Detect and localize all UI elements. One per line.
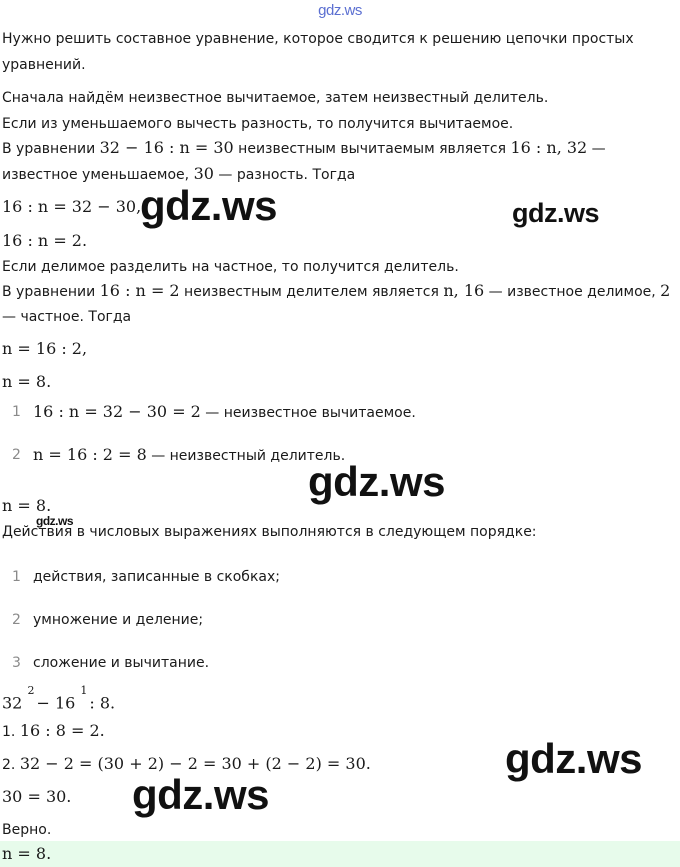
text-part: — — [587, 141, 606, 157]
watermark: gdz.ws — [140, 182, 278, 229]
math-expression: 16 : n = 32 − 30 = 2 — [33, 402, 201, 421]
text-part: известное уменьшаемое, — [2, 167, 194, 183]
text-line: Если делимое разделить на частное, то получится делитель. — [2, 259, 459, 275]
text-line: Если из уменьшаемого вычесть разность, то получится вычитаемое. — [2, 116, 514, 132]
text-line: Действия в числовых выражениях выполняются в следующем порядке: — [2, 524, 537, 540]
list-item: умножение и деление; — [33, 612, 204, 628]
list-number: 2 — [12, 447, 21, 463]
list-number: 3 — [12, 655, 21, 671]
watermark: gdz.ws — [512, 198, 600, 228]
watermark: gdz.ws — [132, 771, 270, 818]
step-label: 2. — [2, 757, 16, 773]
math-part: 32 — [2, 693, 28, 713]
text-line — [2, 137, 606, 160]
equation: n = 8. — [2, 372, 52, 391]
list-item-text: — неизвестное вычитаемое. — [200, 405, 416, 421]
math-part: − 16 — [36, 693, 81, 713]
math-expression: 32 − 2 = (30 + 2) − 2 = 30 + (2 − 2) = 30. — [19, 754, 371, 773]
check-step — [2, 720, 105, 743]
list-number: 1 — [12, 404, 21, 420]
list-number: 1 — [12, 569, 21, 585]
math-expression: 30 — [193, 164, 214, 183]
list-item — [33, 401, 416, 424]
text-part: неизвестным вычитаемым является — [233, 141, 511, 157]
final-answer: n = 8. — [2, 844, 52, 863]
equation: 16 : n = 2. — [2, 231, 88, 250]
text-line — [2, 280, 670, 303]
list-item-text: — неизвестный делитель. — [146, 448, 346, 464]
result: n = 8. — [2, 496, 52, 515]
watermark: gdz.ws — [36, 514, 74, 528]
intro-line: уравнений. — [2, 57, 86, 73]
math-part: : 8. — [89, 693, 116, 713]
watermark: gdz.ws — [505, 735, 643, 782]
text-line — [2, 163, 355, 186]
check-step: 30 = 30. — [2, 787, 72, 806]
list-item: действия, записанные в скобках; — [33, 569, 280, 585]
math-expression: 16 : n, 32 — [510, 138, 588, 157]
check-step — [2, 753, 371, 776]
text-part: неизвестным делителем является — [179, 284, 444, 300]
order-marker: 2 — [27, 684, 35, 697]
equation: 16 : n = 32 − 30, — [2, 197, 142, 216]
list-number: 2 — [12, 612, 21, 628]
watermark: gdz.ws — [308, 458, 446, 505]
order-marker: 1 — [80, 684, 88, 697]
list-item: сложение и вычитание. — [33, 655, 210, 671]
answer-highlight — [0, 841, 680, 867]
list-item — [33, 444, 345, 467]
text-part: В уравнении — [2, 141, 100, 157]
watermark-top: gdz.ws — [318, 2, 362, 19]
math-expression: n, 16 — [443, 281, 485, 300]
math-expression: 16 : n = 2 — [99, 281, 180, 300]
text-part: В уравнении — [2, 284, 100, 300]
text-line: — частное. Тогда — [2, 309, 132, 325]
verdict: Верно. — [2, 822, 52, 838]
step-label: 1. — [2, 724, 16, 740]
equation: n = 16 : 2, — [2, 339, 88, 358]
intro-line: Нужно решить составное уравнение, которое сводится к решению цепочки простых — [2, 31, 634, 47]
text-part: — разность. Тогда — [213, 167, 356, 183]
math-expression: n = 16 : 2 = 8 — [33, 445, 147, 464]
math-expression: 32 − 16 : n = 30 — [99, 138, 234, 157]
math-expression: 2 — [660, 281, 671, 300]
math-expression: 16 : 8 = 2. — [19, 721, 105, 740]
text-part: — известное делимое, — [484, 284, 661, 300]
text-line: Сначала найдём неизвестное вычитаемое, затем неизвестный делитель. — [2, 90, 549, 106]
check-expression — [2, 684, 116, 714]
